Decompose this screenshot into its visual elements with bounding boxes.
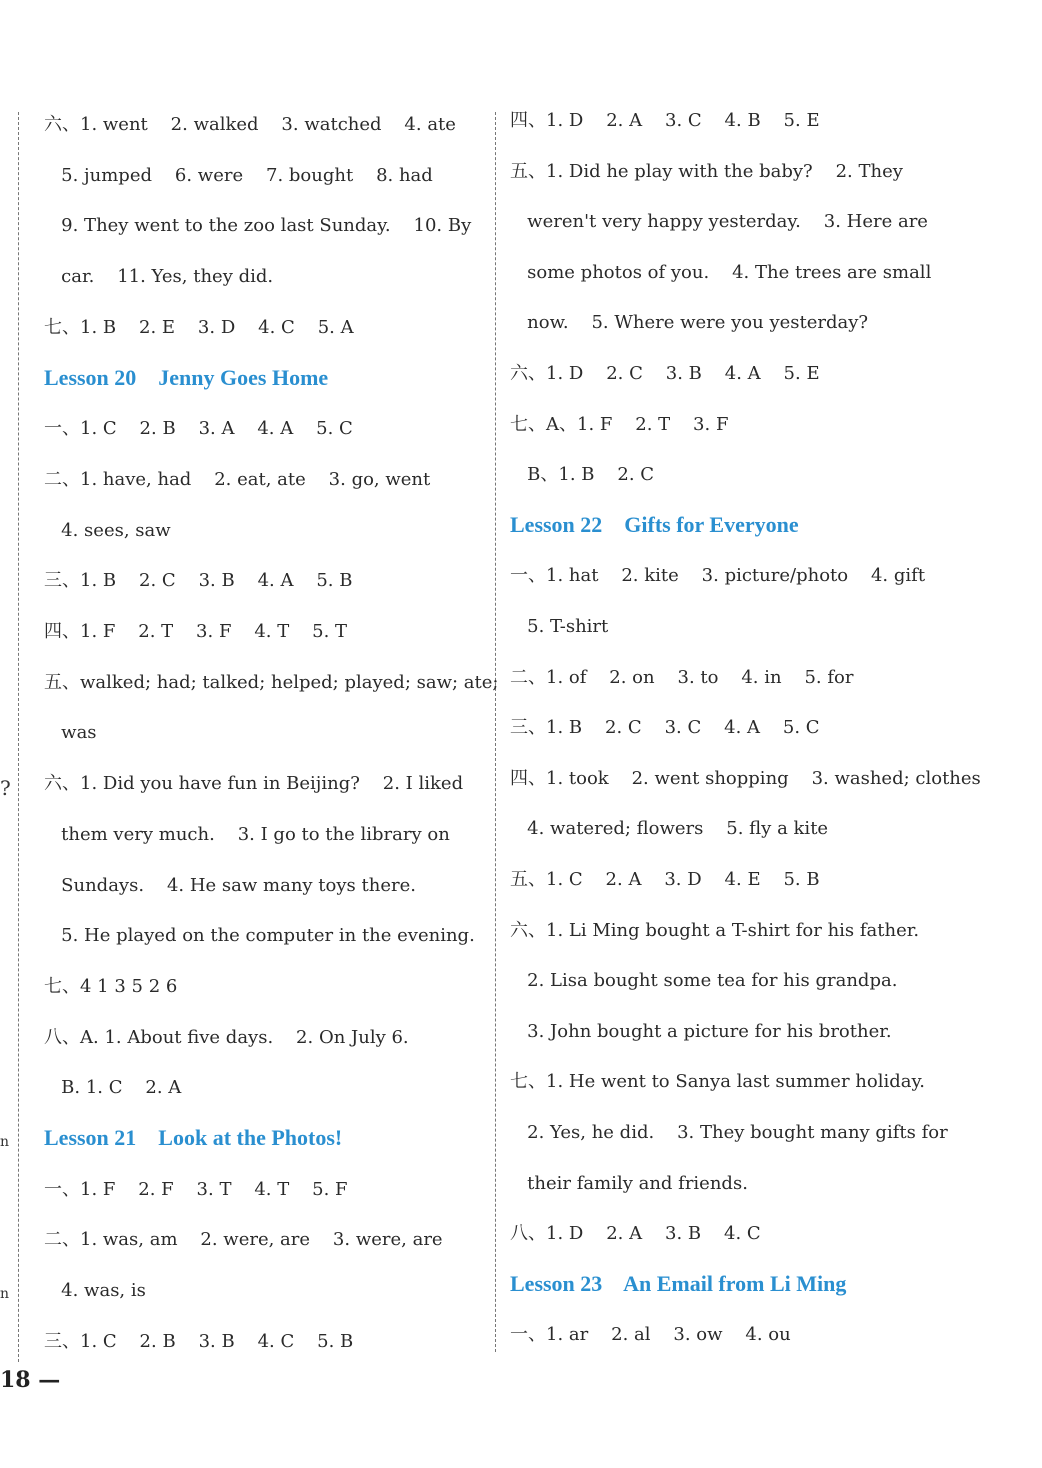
answer-line: 八、1. D 2. A 3. B 4. C bbox=[510, 1223, 761, 1245]
answer-line: 3. John bought a picture for his brother. bbox=[510, 1020, 892, 1042]
lesson-heading: Lesson 23 An Email from Li Ming bbox=[510, 1270, 847, 1296]
answer-line: them very much. 3. I go to the library on bbox=[44, 823, 450, 845]
left-margin-divider bbox=[18, 112, 19, 1362]
answer-line: 四、1. F 2. T 3. F 4. T 5. T bbox=[44, 621, 348, 642]
answer-line: 五、1. Did he play with the baby? 2. They bbox=[510, 160, 903, 182]
answer-line: 七、A、1. F 2. T 3. F bbox=[510, 413, 729, 435]
answer-line: 4. sees, saw bbox=[44, 519, 171, 541]
answer-line: 七、4 1 3 5 2 6 bbox=[44, 975, 178, 997]
answer-line: 5. He played on the computer in the evening. bbox=[44, 925, 475, 947]
answer-line: now. 5. Where were you yesterday? bbox=[510, 312, 869, 334]
answer-line: 2. Lisa bought some tea for his grandpa. bbox=[510, 970, 898, 992]
answer-line: was bbox=[44, 722, 97, 744]
edge-mark-question: ? bbox=[0, 776, 11, 800]
edge-mark-n-1: n bbox=[0, 1134, 10, 1150]
answer-line: some photos of you. 4. The trees are small bbox=[510, 261, 932, 283]
page-number: 18 — bbox=[0, 1367, 61, 1393]
answer-line: 一、1. ar 2. al 3. ow 4. ou bbox=[510, 1324, 791, 1346]
answer-line: 一、1. C 2. B 3. A 4. A 5. C bbox=[44, 418, 353, 440]
answer-line: 三、1. B 2. C 3. B 4. A 5. B bbox=[44, 570, 353, 592]
answer-line: 5. T-shirt bbox=[510, 616, 609, 637]
answer-line: 四、1. took 2. went shopping 3. washed; clothes bbox=[510, 767, 981, 789]
answer-line: 八、A. 1. About five days. 2. On July 6. bbox=[44, 1026, 409, 1048]
answer-line: 六、1. D 2. C 3. B 4. A 5. E bbox=[510, 363, 820, 384]
lesson-heading: Lesson 21 Look at the Photos! bbox=[44, 1125, 343, 1150]
answer-line: 4. watered; flowers 5. fly a kite bbox=[510, 818, 829, 840]
answer-line: B、1. B 2. C bbox=[510, 464, 655, 486]
answer-line: Sundays. 4. He saw many toys there. bbox=[44, 874, 416, 896]
answer-line: weren't very happy yesterday. 3. Here are bbox=[510, 211, 928, 233]
answer-line: B. 1. C 2. A bbox=[44, 1077, 182, 1099]
answer-line: 2. Yes, he did. 3. They bought many gifts for bbox=[510, 1122, 948, 1143]
answer-line: 七、1. B 2. E 3. D 4. C 5. A bbox=[44, 316, 354, 338]
answer-line: 三、1. B 2. C 3. C 4. A 5. C bbox=[510, 717, 820, 739]
answer-line: 四、1. D 2. A 3. C 4. B 5. E bbox=[510, 110, 820, 131]
answer-line: 二、1. of 2. on 3. to 4. in 5. for bbox=[510, 666, 854, 688]
answer-line: 六、1. Did you have fun in Beijing? 2. I liked bbox=[44, 773, 464, 795]
answer-line: 一、1. hat 2. kite 3. picture/photo 4. gift bbox=[510, 565, 926, 587]
answer-line: car. 11. Yes, they did. bbox=[44, 266, 274, 288]
answer-line: 七、1. He went to Sanya last summer holiday. bbox=[510, 1071, 925, 1093]
answer-line: 一、1. F 2. F 3. T 4. T 5. F bbox=[44, 1178, 348, 1200]
answer-line: 六、1. Li Ming bought a T-shirt for his father. bbox=[510, 919, 920, 941]
answer-line: 二、1. was, am 2. were, are 3. were, are bbox=[44, 1229, 443, 1251]
answer-line: 4. was, is bbox=[44, 1280, 146, 1302]
center-column-divider bbox=[495, 112, 496, 1352]
answer-line: 9. They went to the zoo last Sunday. 10. By bbox=[44, 215, 472, 237]
edge-mark-n-2: n bbox=[0, 1286, 10, 1302]
answer-line: 五、walked; had; talked; helped; played; saw; ate; bbox=[44, 671, 499, 693]
answer-line: 三、1. C 2. B 3. B 4. C 5. B bbox=[44, 1330, 354, 1352]
answer-line: 六、1. went 2. walked 3. watched 4. ate bbox=[44, 114, 456, 135]
lesson-heading: Lesson 22 Gifts for Everyone bbox=[510, 511, 799, 537]
answer-line: their family and friends. bbox=[510, 1172, 748, 1194]
lesson-heading: Lesson 20 Jenny Goes Home bbox=[44, 364, 329, 390]
answer-line: 五、1. C 2. A 3. D 4. E 5. B bbox=[510, 869, 820, 890]
answer-line: 二、1. have, had 2. eat, ate 3. go, went bbox=[44, 468, 431, 490]
answer-line: 5. jumped 6. were 7. bought 8. had bbox=[44, 164, 433, 186]
